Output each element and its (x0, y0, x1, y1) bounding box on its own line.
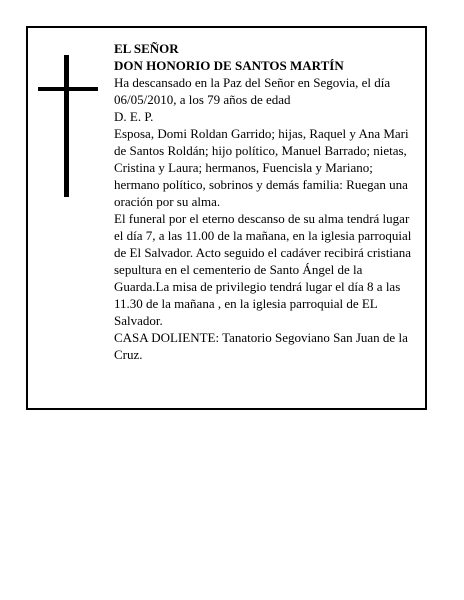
family-paragraph: Esposa, Domi Roldan Garrido; hijas, Raquel y Ana Mari de Santos Roldán; hijo político, Manuel Barrado; nietas, Cristina y Laura; hermanos, Fuencisla y Mariano; hermano político, sobrinos y demás familia: Ruegan una oración por su alma. (114, 126, 409, 209)
cross-vertical-bar (64, 55, 69, 197)
cross-icon (38, 55, 98, 197)
funeral-paragraph: El funeral por el eterno descanso de su alma tendrá lugar el día 7, a las 11.00 de la mañana, en la iglesia parroquial de El Salvador. Acto seguido el cadáver recibirá cristiana sepultura en el cementerio de Santo Ángel de la Guarda.La misa de privilegio tendrá lugar el día 8 a las 11.30 de la mañana , en la iglesia parroquial de EL Salvador. (114, 211, 412, 328)
notice-text (114, 40, 419, 363)
obituary-notice (26, 26, 427, 410)
cross-horizontal-bar (38, 87, 98, 91)
notice-title: EL SEÑOR (114, 41, 179, 56)
rip-line: D. E. P. (114, 109, 154, 124)
death-statement: Ha descansado en la Paz del Señor en Segovia, el día 06/05/2010, a los 79 años de edad (114, 75, 391, 107)
mourning-house: CASA DOLIENTE: Tanatorio Segoviano San Juan de la Cruz. (114, 330, 408, 362)
deceased-name: DON HONORIO DE SANTOS MARTÍN (114, 58, 344, 73)
